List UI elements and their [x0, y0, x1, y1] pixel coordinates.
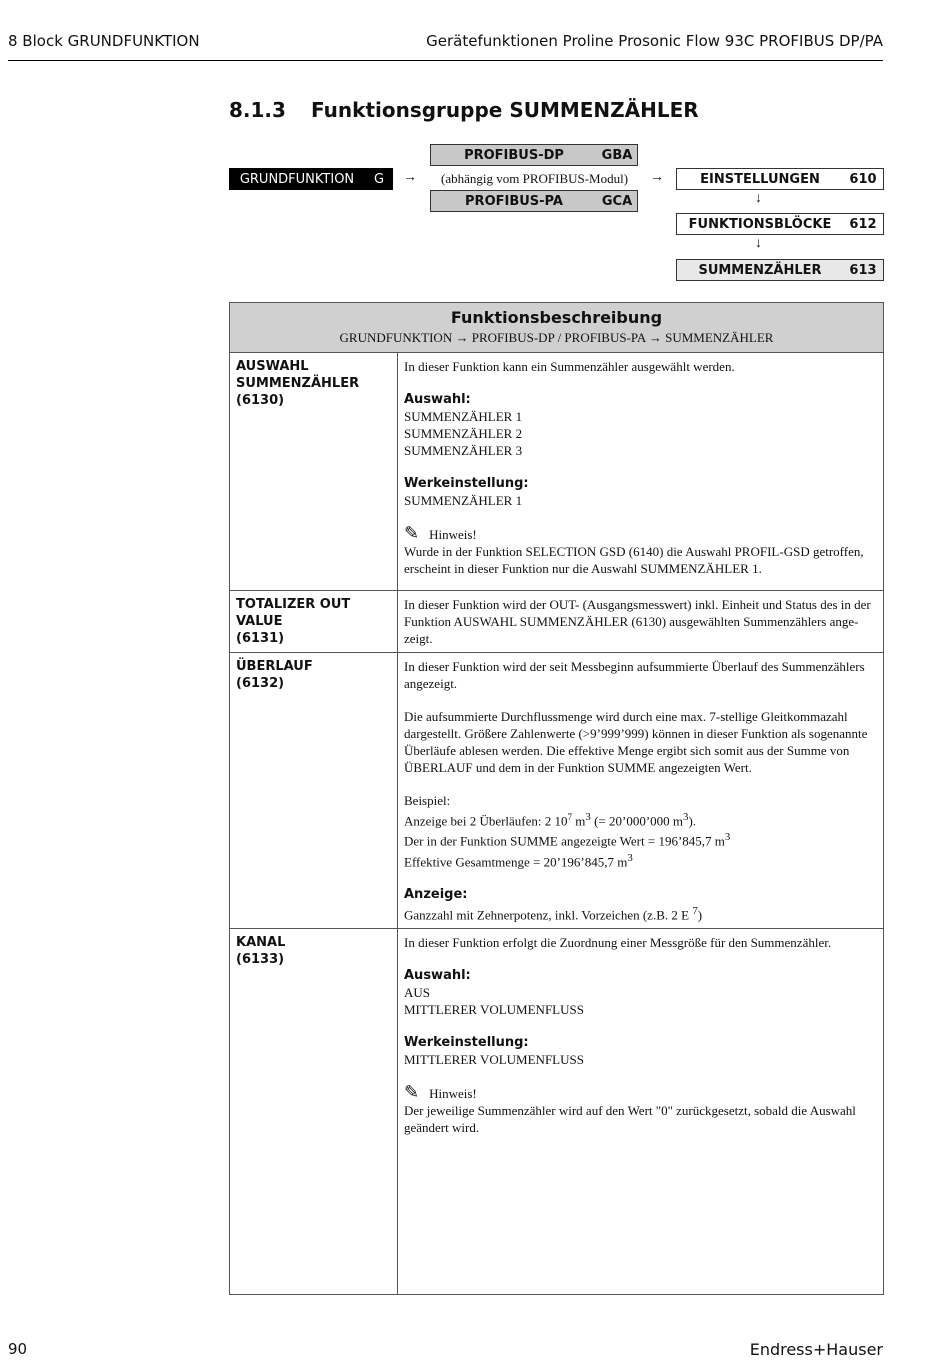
profibus-dp-code: GBA — [601, 147, 633, 163]
option-item: SUMMENZÄHLER 1 — [404, 409, 523, 424]
werkeinstellung-label: Werkeinstellung: — [404, 476, 529, 491]
section-title — [229, 98, 699, 122]
header-manual-title: Gerätefunktionen Proline Prosonic Flow 93C PROFIBUS DP/PA — [426, 32, 883, 50]
table-row — [230, 929, 884, 1295]
auswahl-label: Auswahl: — [404, 392, 471, 407]
table-title: Funktionsbeschreibung — [450, 308, 663, 327]
function-explanation: Die aufsummierte Durchflussmenge wird durch eine max. 7-stellige Gleitkommazahl dargestellt. Größere Zahlenwerte (>9’999’999) können in dieser Funktion als sogenannte Überläufe ablesen werden. Die effektive Menge ergibt sich somit aus der Summe von ÜBERLAUF und dem in der Funktion SUMME angezeigten Wert. — [404, 709, 868, 775]
option-item: MITTLERER VOLUMENFLUSS — [404, 1002, 584, 1018]
function-code: (6132) — [236, 676, 285, 691]
function-text: In dieser Funktion wird der OUT- (Ausgangsmesswert) inkl. Einheit und Status des in der Funktion AUSWAHL SUMMENZÄHLER (6130) ausgewählten Summenzählers ange-zeigt. — [404, 597, 871, 646]
pencil-note-icon: ✎ — [404, 1082, 420, 1103]
page-number: 90 — [8, 1340, 28, 1358]
selection-block — [404, 391, 877, 459]
function-name-cell — [230, 353, 398, 591]
function-name-cell — [230, 653, 398, 929]
grundfunktion-code: G — [373, 171, 385, 187]
note-text: Wurde in der Funktion SELECTION GSD (6140) die Auswahl PROFIL-GSD getroffen, erscheint in dieser Funktion nur die Auswahl SUMMENZÄHLER 1. — [404, 544, 864, 576]
pencil-note-icon: ✎ — [404, 523, 420, 543]
example-block — [404, 792, 877, 870]
table-header-row — [230, 303, 884, 353]
werkeinstellung-value: SUMMENZÄHLER 1 — [404, 493, 523, 508]
arrow-down-1: ↓ — [755, 191, 762, 206]
note-text: Der jeweilige Summenzähler wird auf den Wert "0" zurückgesetzt, sobald die Auswahl geändert wird. — [404, 1103, 856, 1136]
profibus-dp-label: PROFIBUS-DP — [464, 147, 564, 163]
function-name: TOTALIZER OUT VALUE — [236, 597, 351, 629]
default-block — [404, 475, 877, 509]
modul-note: (abhängig vom PROFIBUS-Modul) — [441, 171, 629, 186]
function-code: (6133) — [236, 952, 285, 968]
table-header — [230, 303, 884, 353]
function-name: AUSWAHL SUMMENZÄHLER — [236, 359, 360, 391]
example-line-3: Effektive Gesamtmenge = 20’196’845,7 $m^3$ — [404, 851, 633, 869]
auswahl-label: Auswahl: — [404, 968, 471, 984]
function-intro: In dieser Funktion erfolgt die Zuordnung einer Messgröße für den Summenzähler. — [404, 935, 832, 951]
table-path: GRUNDFUNKTION → PROFIBUS-DP / PROFIBUS-PA → SUMMENZÄHLER — [339, 330, 774, 345]
note-block — [404, 525, 877, 577]
table-row — [230, 353, 884, 591]
display-block — [404, 886, 877, 923]
grundfunktion-box — [229, 168, 393, 190]
option-item: SUMMENZÄHLER 3 — [404, 443, 523, 458]
note-block — [404, 1084, 877, 1136]
grundfunktion-label: GRUNDFUNKTION — [239, 171, 355, 187]
selection-block — [404, 967, 877, 1018]
header-rule — [8, 60, 883, 61]
function-table — [229, 302, 884, 1295]
note-label: Hinweis! — [429, 527, 477, 542]
section-heading: Funktionsgruppe SUMMENZÄHLER — [311, 98, 699, 122]
summenzaehler-label: SUMMENZÄHLER — [698, 262, 822, 278]
function-name: ÜBERLAUF — [236, 659, 313, 674]
einstellungen-code: 610 — [849, 171, 877, 187]
anzeige-value: Ganzzahl mit Zehnerpotenz, inkl. Vorzeichen (z.B. 2 E $^7$) — [404, 904, 703, 923]
option-item: SUMMENZÄHLER 2 — [404, 426, 523, 441]
option-item: AUS — [404, 985, 431, 1001]
function-description-cell — [398, 929, 884, 1295]
profibus-pa-box — [430, 190, 638, 212]
default-block — [404, 1034, 877, 1068]
note-label: Hinweis! — [429, 1086, 477, 1102]
einstellungen-label: EINSTELLUNGEN — [700, 171, 820, 187]
function-description-cell — [398, 591, 884, 653]
function-code: (6131) — [236, 631, 285, 646]
arrow-down-2: ↓ — [755, 236, 762, 251]
funktionsbloecke-label: FUNKTIONSBLÖCKE — [688, 216, 832, 232]
anzeige-label: Anzeige: — [404, 886, 468, 902]
summenzaehler-box — [676, 259, 884, 281]
function-description-cell — [398, 653, 884, 929]
header-chapter: 8 Block GRUNDFUNKTION — [8, 32, 200, 50]
brand-name: Endress+Hauser — [749, 1340, 883, 1359]
function-intro: In dieser Funktion kann ein Summenzähler ausgewählt werden. — [404, 359, 735, 374]
section-number: 8.1.3 — [229, 98, 286, 122]
funktionsbloecke-code: 612 — [849, 216, 877, 232]
profibus-dp-box — [430, 144, 638, 166]
function-name-cell — [230, 929, 398, 1295]
werkeinstellung-value: MITTLERER VOLUMENFLUSS — [404, 1052, 584, 1068]
example-line-2: Der in der Funktion SUMME angezeigte Wert = 196’845,7 $m^3$ — [404, 831, 731, 849]
function-intro: In dieser Funktion wird der seit Messbeginn aufsummierte Überlauf des Summenzählers angezeigt. — [404, 659, 865, 691]
arrow-right-1: → — [403, 170, 417, 185]
example-line-1: Anzeige bei 2 Überläufen: 2 $10^7$ $m^3$ (= 20’000’000 $m^3$). — [404, 811, 697, 829]
funktionsbloecke-box — [676, 213, 884, 235]
function-description-cell — [398, 353, 884, 591]
einstellungen-box — [676, 168, 884, 190]
function-name: KANAL — [236, 935, 286, 951]
werkeinstellung-label: Werkeinstellung: — [404, 1035, 529, 1051]
summenzaehler-code: 613 — [849, 262, 877, 278]
function-code: (6130) — [236, 393, 285, 408]
profibus-pa-label: PROFIBUS-PA — [465, 193, 563, 209]
table-row — [230, 591, 884, 653]
arrow-right-2: → — [650, 170, 664, 185]
example-label: Beispiel: — [404, 793, 451, 808]
table-row — [230, 653, 884, 929]
function-name-cell — [230, 591, 398, 653]
profibus-pa-code: GCA — [601, 193, 633, 209]
